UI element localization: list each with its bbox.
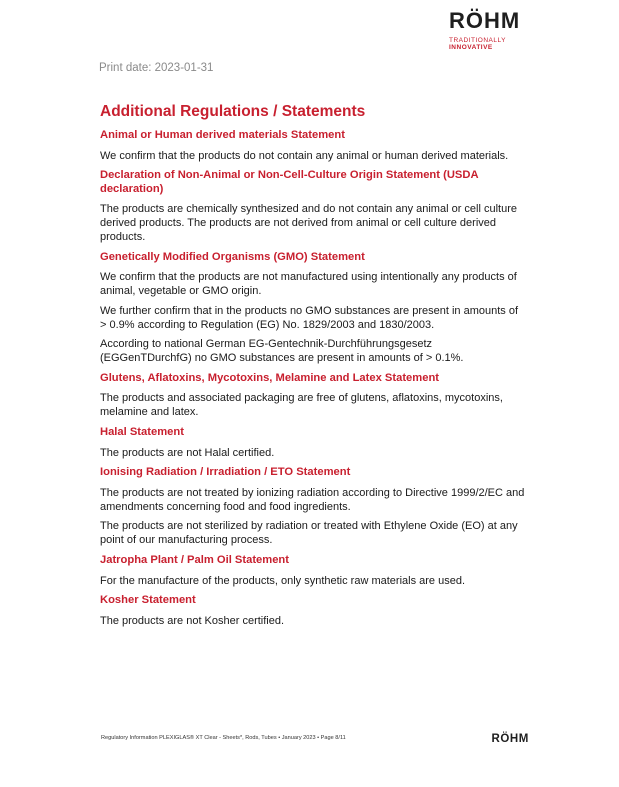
section-paragraph: The products are chemically synthesized and do not contain any animal or cell culture derived products. The products are not derived from animal or cell culture derived products. bbox=[100, 203, 518, 243]
section-heading: Kosher Statement bbox=[100, 594, 196, 607]
logo-tagline-innovative: INNOVATIVE bbox=[449, 44, 493, 51]
section-heading: Declaration of Non-Animal or Non-Cell-Culture Origin Statement (USDA declaration) bbox=[100, 169, 479, 195]
section-heading: Halal Statement bbox=[100, 426, 184, 439]
section-paragraph: We confirm that the products do not contain any animal or human derived materials. bbox=[100, 149, 509, 162]
logo-wordmark: RÖHM bbox=[449, 8, 521, 33]
section-heading: Genetically Modified Organisms (GMO) Statement bbox=[100, 250, 365, 263]
section-kosher bbox=[100, 594, 525, 628]
section-ionising-radiation bbox=[100, 466, 525, 548]
section-heading: Jatropha Plant / Palm Oil Statement bbox=[100, 554, 289, 567]
section-paragraph: The products are not Halal certified. bbox=[100, 446, 275, 459]
section-paragraph: For the manufacture of the products, only synthetic raw materials are used. bbox=[100, 574, 466, 587]
section-gmo bbox=[100, 251, 525, 366]
section-paragraph: We further confirm that in the products no GMO substances are present in amounts of > 0.9% according to Regulation (EG) No. 1829/2003 and 1830/2003. bbox=[100, 304, 518, 331]
document-body bbox=[100, 103, 525, 635]
footer-logo: RÖHM bbox=[491, 733, 529, 745]
section-paragraph: The products are not Kosher certified. bbox=[100, 614, 285, 627]
section-paragraph: The products are not sterilized by radiation or treated with Ethylene Oxide (EO) at any point of our manufacturing process. bbox=[100, 520, 518, 547]
section-halal bbox=[100, 426, 525, 460]
section-paragraph: According to national German EG-Gentechnik-Durchführungsgesetz (EGGenTDurchfG) no GMO substances are present in amounts of > 0.1%. bbox=[100, 338, 464, 365]
section-jatropha-palm-oil bbox=[100, 554, 525, 588]
section-heading: Ionising Radiation / Irradiation / ETO Statement bbox=[100, 466, 351, 479]
section-glutens-aflatoxins bbox=[100, 372, 525, 420]
section-usda-declaration bbox=[100, 169, 525, 244]
section-paragraph: The products are not treated by ionizing radiation according to Directive 1999/2/EC and amendments concerning food and food ingredients. bbox=[100, 486, 525, 513]
section-heading: Glutens, Aflatoxins, Mycotoxins, Melamine and Latex Statement bbox=[100, 371, 440, 384]
footer-text: Regulatory Information PLEXIGLAS® XT Clear - Sheets*, Rods, Tubes • January 2023 • Page 8/11 bbox=[101, 735, 346, 741]
page-title: Additional Regulations / Statements bbox=[100, 103, 366, 120]
roehm-logo bbox=[449, 10, 529, 52]
section-paragraph: The products and associated packaging are free of glutens, aflatoxins, mycotoxins, melamine and latex. bbox=[100, 392, 503, 419]
section-paragraph: We confirm that the products are not manufactured using intentionally any products of animal, vegetable or GMO origin. bbox=[100, 271, 517, 297]
section-animal-human bbox=[100, 129, 525, 163]
logo-tagline-traditionally: TRADITIONALLY bbox=[449, 37, 506, 44]
section-heading: Animal or Human derived materials Statement bbox=[100, 129, 345, 141]
print-date: Print date: 2023-01-31 bbox=[99, 62, 214, 74]
